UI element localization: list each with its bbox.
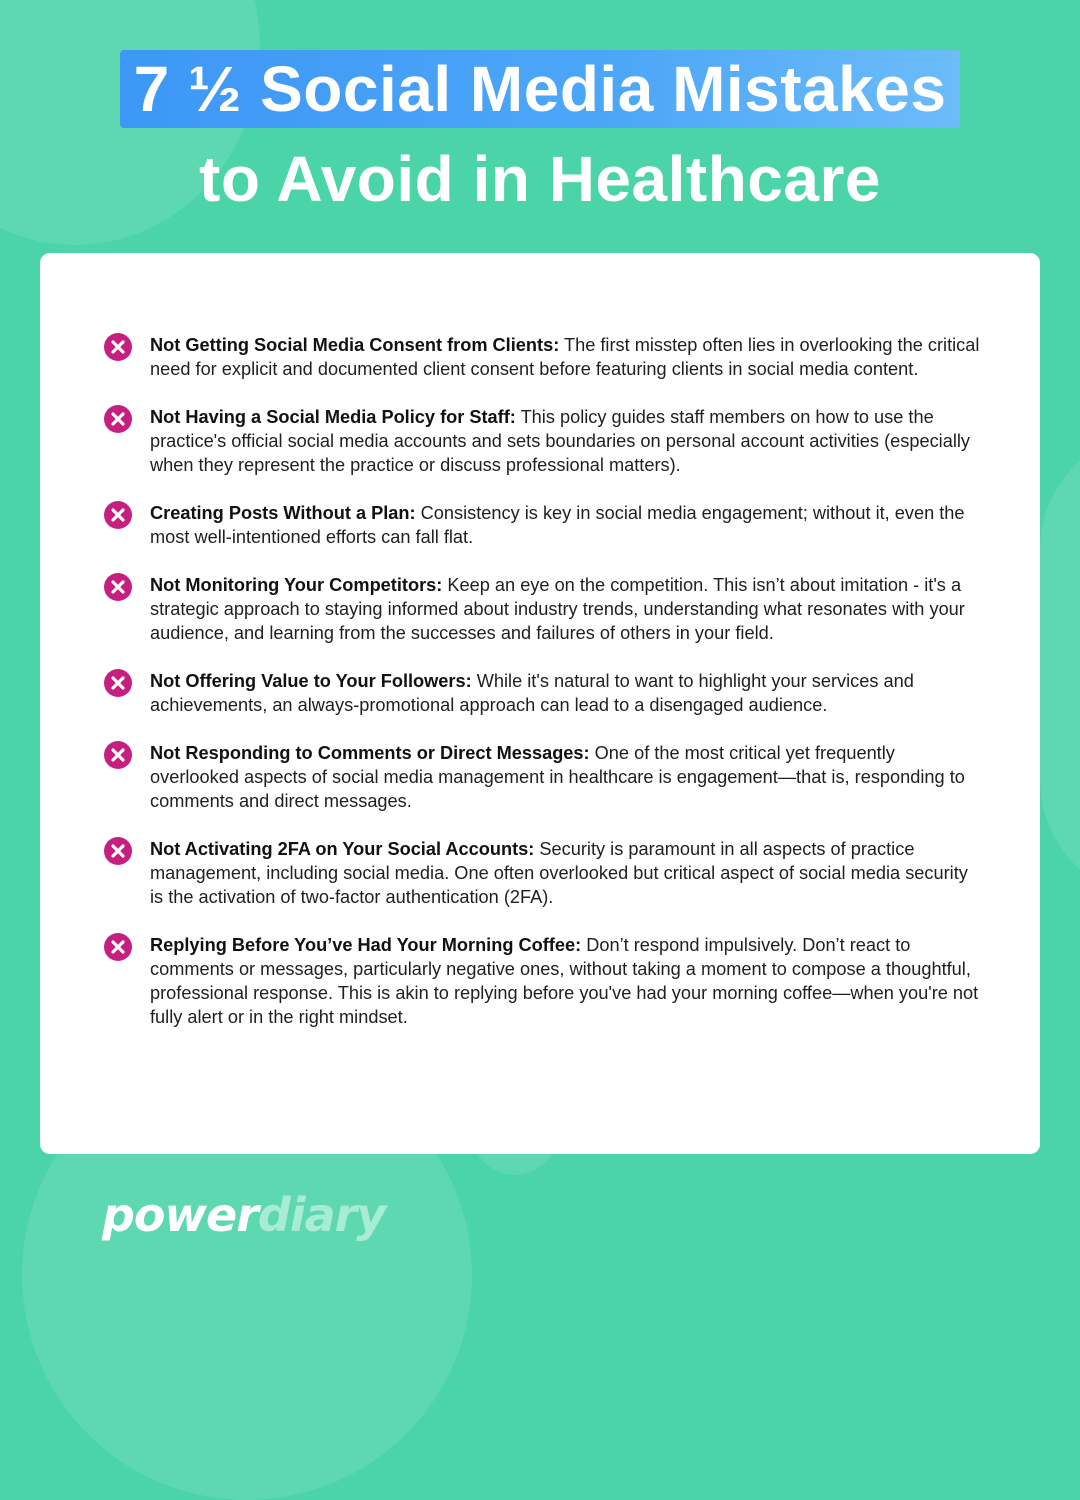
list-item	[104, 573, 984, 645]
item-text: This policy guides staff members on how to use the practice's official social media accounts and sets boundaries on personal account activities (especially when they represent the practice or discuss professional matters).	[150, 407, 970, 475]
list-item	[104, 333, 984, 381]
item-heading: Replying Before You’ve Had Your Morning Coffee:	[150, 935, 582, 955]
item-text: While it's natural to want to highlight your services and achievements, an always-promotional approach can lead to a disengaged audience.	[150, 671, 914, 715]
logo-part-power: power	[102, 1188, 258, 1242]
item-text: One of the most critical yet frequently overlooked aspects of social media management in healthcare is engagement—that is, responding to comments and direct messages.	[150, 743, 965, 811]
item-heading: Creating Posts Without a Plan:	[150, 503, 416, 523]
list-item	[104, 741, 984, 813]
item-heading: Not Responding to Comments or Direct Messages:	[150, 743, 590, 763]
x-circle-icon	[104, 333, 132, 361]
item-text: Security is paramount in all aspects of practice management, including social media. One often overlooked but critical aspect of social media security is the activation of two-factor authentication (2FA).	[150, 839, 968, 907]
list-item	[104, 405, 984, 477]
x-circle-icon	[104, 837, 132, 865]
item-heading: Not Monitoring Your Competitors:	[150, 575, 443, 595]
powerdiary-logo	[102, 1185, 385, 1245]
list-item	[104, 837, 984, 909]
list-item	[104, 933, 984, 1029]
item-heading: Not Getting Social Media Consent from Clients:	[150, 335, 560, 355]
item-text: The first misstep often lies in overlooking the critical need for explicit and documented client consent before featuring clients in social media content.	[150, 335, 980, 379]
title-line-1: 7 ½ Social Media Mistakes	[120, 50, 961, 128]
mistakes-list	[104, 333, 984, 1053]
list-item	[104, 501, 984, 549]
x-circle-icon	[104, 933, 132, 961]
item-text: Don’t respond impulsively. Don’t react to comments or messages, particularly negative ones, without taking a moment to compose a thoughtful, professional response. This is akin to replying before you've had your morning coffee—when you're not fully alert or in the right mindset.	[150, 935, 979, 1027]
title-line-2: to Avoid in Healthcare	[199, 143, 881, 215]
item-heading: Not Offering Value to Your Followers:	[150, 671, 472, 691]
x-circle-icon	[104, 405, 132, 433]
list-item	[104, 669, 984, 717]
item-heading: Not Activating 2FA on Your Social Accounts:	[150, 839, 535, 859]
logo-part-diary: diary	[257, 1188, 386, 1242]
background-circle	[1040, 430, 1080, 900]
item-heading: Not Having a Social Media Policy for Staff:	[150, 407, 516, 427]
x-circle-icon	[104, 501, 132, 529]
page-title	[0, 50, 1080, 218]
item-text: Keep an eye on the competition. This isn’t about imitation - it's a strategic approach to staying informed about industry trends, understanding what resonates with your audience, and learning from the successes and failures of others in your field.	[150, 575, 965, 643]
x-circle-icon	[104, 741, 132, 769]
x-circle-icon	[104, 669, 132, 697]
item-text: Consistency is key in social media engagement; without it, even the most well-intentioned efforts can fall flat.	[150, 503, 965, 547]
x-circle-icon	[104, 573, 132, 601]
content-card	[40, 253, 1040, 1154]
